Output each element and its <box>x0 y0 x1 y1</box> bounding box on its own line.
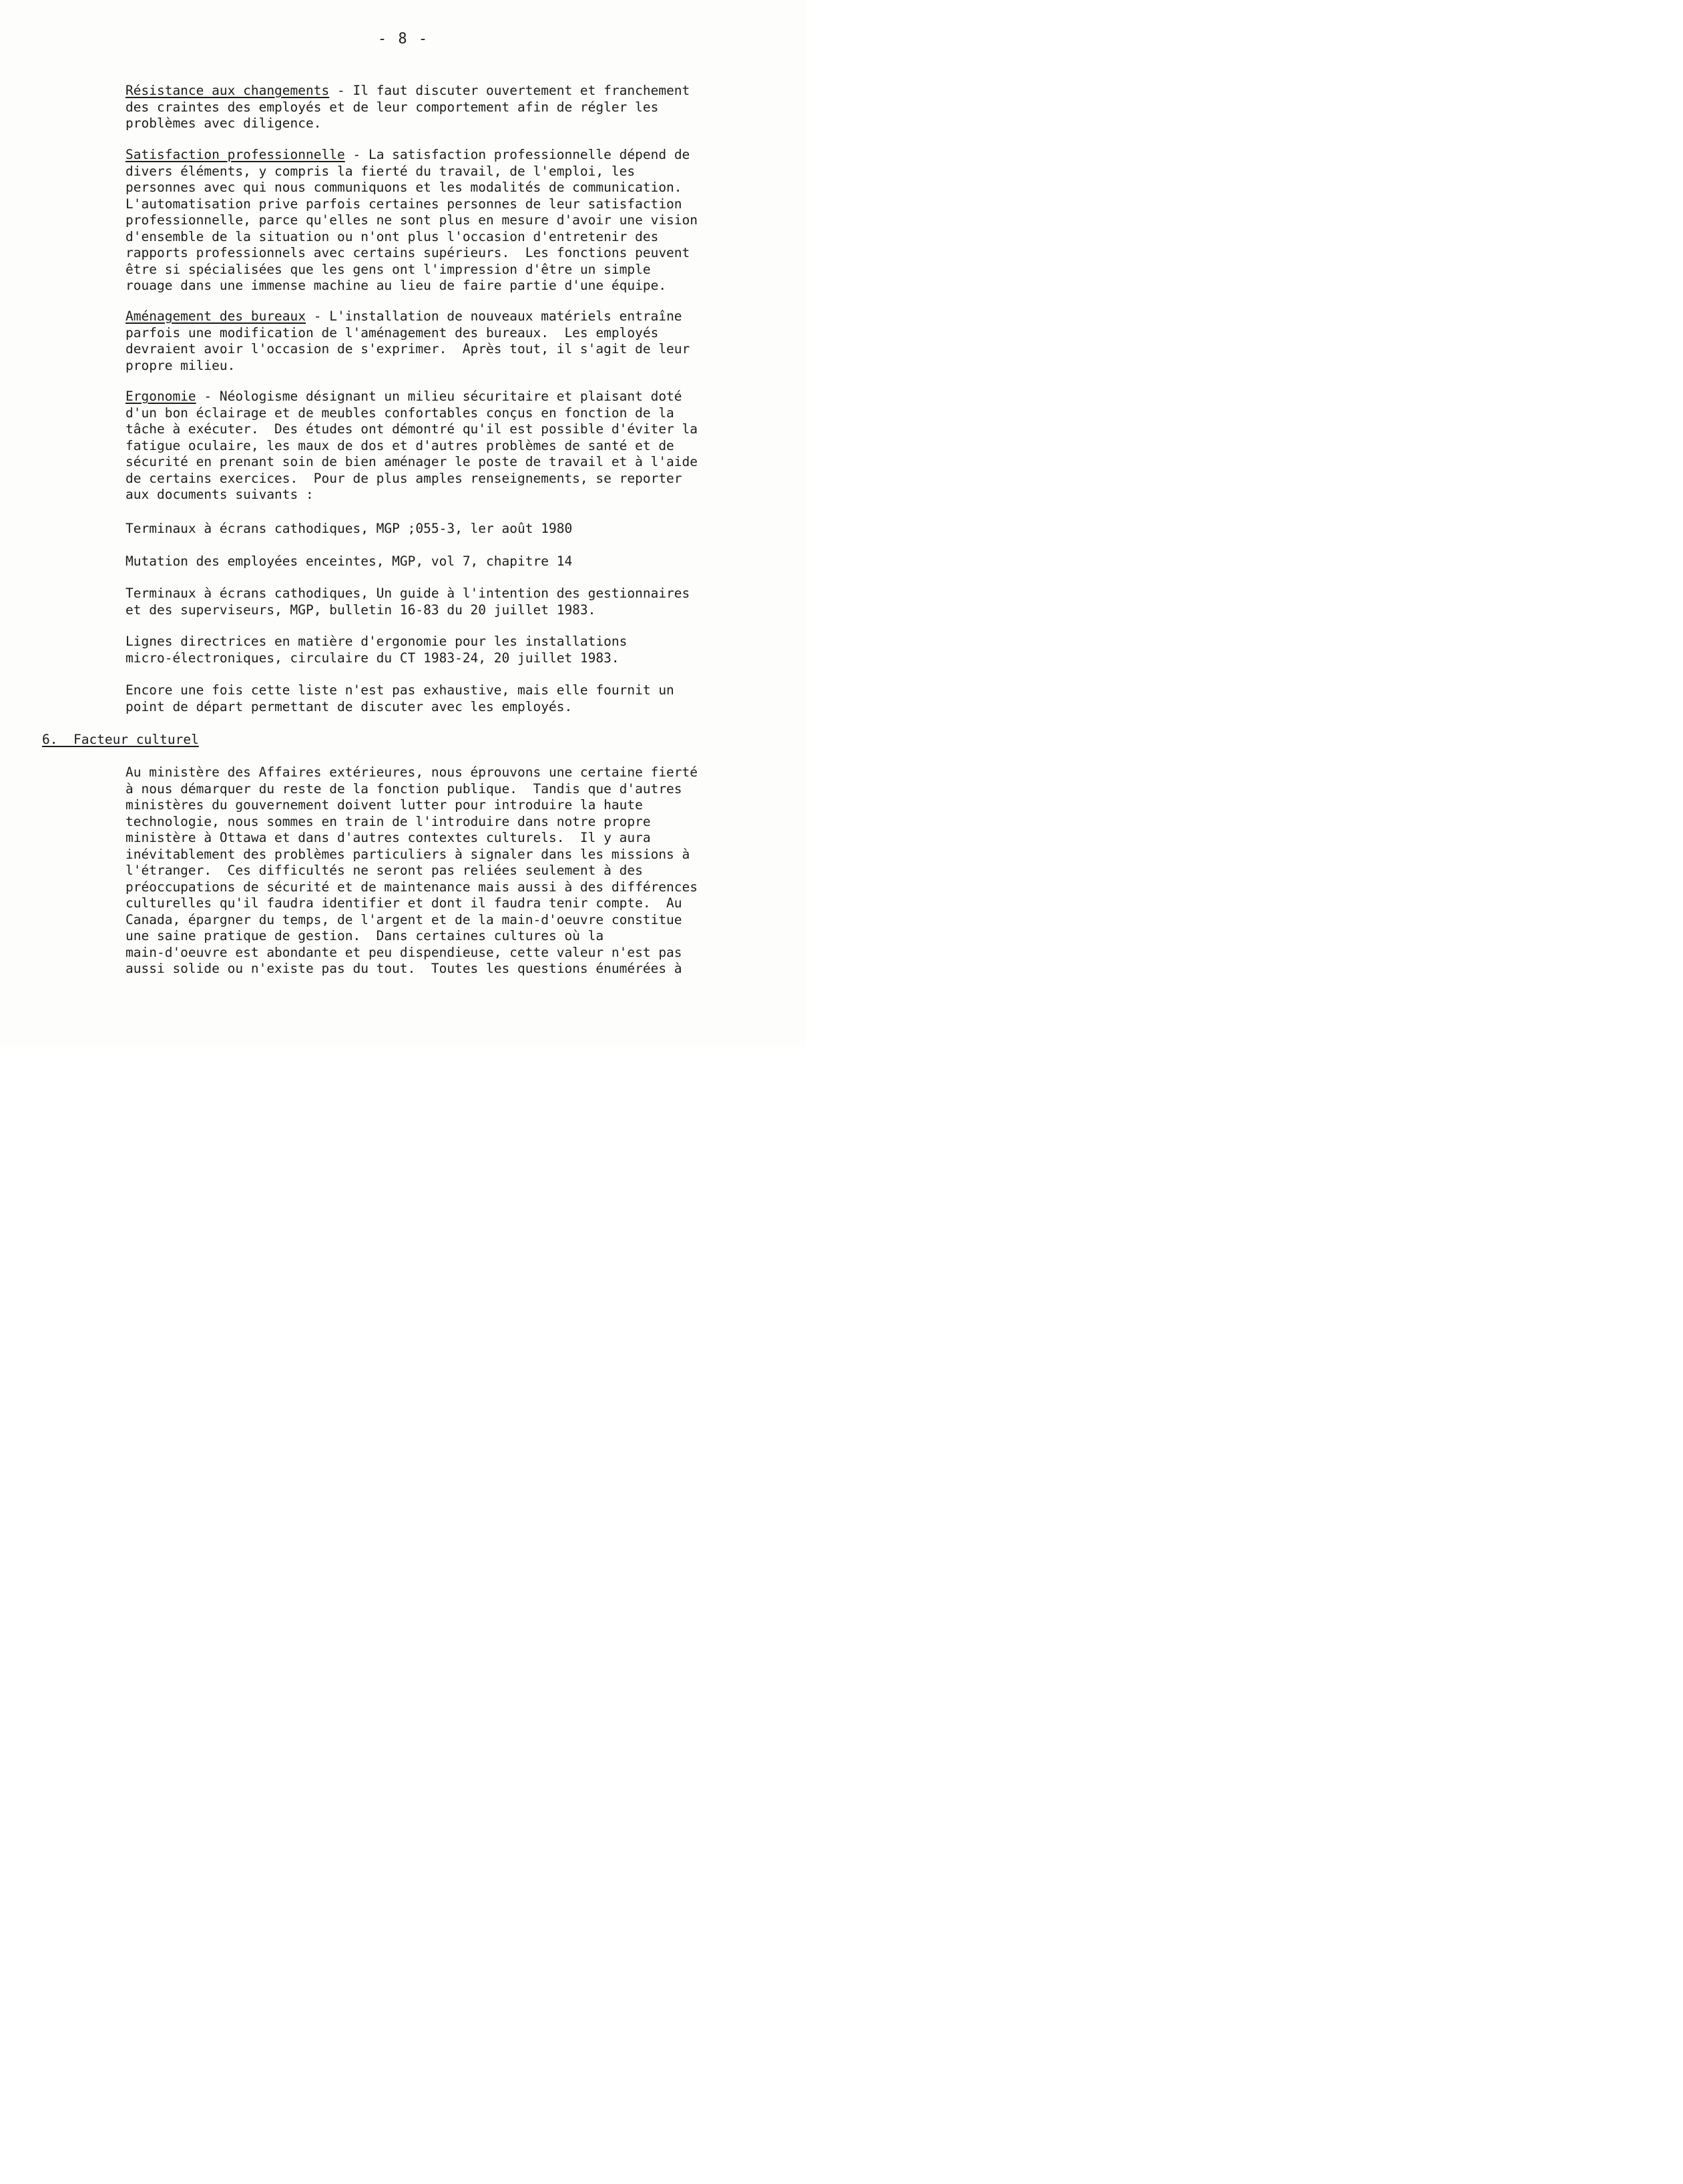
text-line: problèmes avec diligence. <box>126 116 322 131</box>
paragraph-closing <box>126 682 726 715</box>
paragraph-satisfaction <box>126 147 726 294</box>
text-line: l'étranger. Ces difficultés ne seront pas reliées seulement à des <box>126 863 643 878</box>
reference-line: micro-électroniques, circulaire du CT 1983-24, 20 juillet 1983. <box>126 650 620 666</box>
text-line: parfois une modification de l'aménagement des bureaux. Les employés <box>126 324 659 341</box>
text-line: fatigue oculaire, les maux de dos et d'autres problèmes de santé et de <box>126 437 674 453</box>
text-line: à nous démarquer du reste de la fonction publique. Tandis que d'autres <box>126 781 682 797</box>
text-line: d'un bon éclairage et de meubles confortables conçus en fonction de la <box>126 405 674 421</box>
text-line: préoccupations de sécurité et de maintenance mais aussi à des différences <box>126 879 698 895</box>
document-page <box>0 0 806 1047</box>
text-line: propre milieu. <box>126 357 236 373</box>
section-number: 6. <box>42 732 58 747</box>
text-line: rouage dans une immense machine au lieu de faire partie d'une équipe. <box>126 278 667 293</box>
reference-item <box>126 521 572 537</box>
text-line: personnes avec qui nous communiquons et les modalités de communication. <box>126 180 682 195</box>
text-line: - Il faut discuter ouvertement et franchement <box>329 83 690 98</box>
text-line: des craintes des employés et de leur comportement afin de régler les <box>126 99 659 115</box>
paragraph-title: Résistance aux changements <box>126 83 330 98</box>
paragraph-title: Ergonomie <box>126 389 196 404</box>
paragraph-ergonomie <box>126 389 726 503</box>
text-line: professionnelle, parce qu'elles ne sont plus en mesure d'avoir une vision <box>126 212 698 228</box>
text-line: - La satisfaction professionnelle dépend de <box>344 147 690 162</box>
reference-item <box>126 586 690 618</box>
paragraph-title: Aménagement des bureaux <box>126 308 306 324</box>
text-line: devraient avoir l'occasion de s'exprimer. Après tout, il s'agit de leur <box>126 341 690 357</box>
text-line: Canada, épargner du temps, de l'argent et de la main-d'oeuvre constitue <box>126 911 682 927</box>
text-line: inévitablement des problèmes particuliers à signaler dans les missions à <box>126 846 690 862</box>
text-line: L'automatisation prive parfois certaines personnes de leur satisfaction <box>126 196 682 212</box>
text-line: technologie, nous sommes en train de l'introduire dans notre propre <box>126 813 651 829</box>
text-line: ministères du gouvernement doivent lutter pour introduire la haute <box>126 797 643 813</box>
text-line: Au ministère des Affaires extérieures, nous éprouvons une certaine fierté <box>126 765 698 780</box>
section-heading <box>42 732 199 748</box>
reference-line: Mutation des employées enceintes, MGP, vol 7, chapitre 14 <box>126 554 573 569</box>
text-line: aux documents suivants : <box>126 487 314 502</box>
text-line: - L'installation de nouveaux matériels entraîne <box>306 308 682 324</box>
text-line: rapports professionnels avec certains supérieurs. Les fonctions peuvent <box>126 245 690 260</box>
reference-line: Terminaux à écrans cathodiques, Un guide à l'intention des gestionnaires <box>126 586 690 601</box>
paragraph-amenagement <box>126 308 726 374</box>
text-line: d'ensemble de la situation ou n'ont plus l'occasion d'entretenir des <box>126 228 659 244</box>
text-line: sécurité en prenant soin de bien aménager le poste de travail et à l'aide <box>126 454 698 469</box>
text-line: - Néologisme désignant un milieu sécuritaire et plaisant doté <box>196 389 682 404</box>
reference-item <box>126 634 627 666</box>
paragraph-title: Satisfaction professionnelle <box>126 147 345 162</box>
reference-item <box>126 554 572 570</box>
text-line: divers éléments, y compris la fierté du travail, de l'emploi, les <box>126 163 636 179</box>
text-line: ministère à Ottawa et dans d'autres contextes culturels. Il y aura <box>126 830 651 845</box>
section-title: Facteur culturel <box>73 732 199 747</box>
page-number: - 8 - <box>377 31 429 47</box>
text-line: main-d'oeuvre est abondante et peu dispendieuse, cette valeur n'est pas <box>126 944 682 960</box>
text-line: tâche à exécuter. Des études ont démontré qu'il est possible d'éviter la <box>126 421 698 437</box>
text-line: être si spécialisées que les gens ont l'impression d'être un simple <box>126 261 651 277</box>
reference-line: Terminaux à écrans cathodiques, MGP ;055-3, ler août 1980 <box>126 521 573 536</box>
paragraph-resistance <box>126 83 726 132</box>
text-line: Encore une fois cette liste n'est pas exhaustive, mais elle fournit un <box>126 682 674 698</box>
text-line: de certains exercices. Pour de plus amples renseignements, se reporter <box>126 470 682 486</box>
paragraph-facteur-culturel <box>126 765 726 977</box>
text-line: aussi solide ou n'existe pas du tout. Toutes les questions énumérées à <box>126 961 682 976</box>
reference-line: Lignes directrices en matière d'ergonomie pour les installations <box>126 634 628 649</box>
text-line: culturelles qu'il faudra identifier et dont il faudra tenir compte. Au <box>126 895 682 911</box>
reference-line: et des superviseurs, MGP, bulletin 16-83 du 20 juillet 1983. <box>126 602 596 618</box>
text-line: une saine pratique de gestion. Dans certaines cultures où la <box>126 928 604 943</box>
text-line: point de départ permettant de discuter avec les employés. <box>126 698 573 714</box>
